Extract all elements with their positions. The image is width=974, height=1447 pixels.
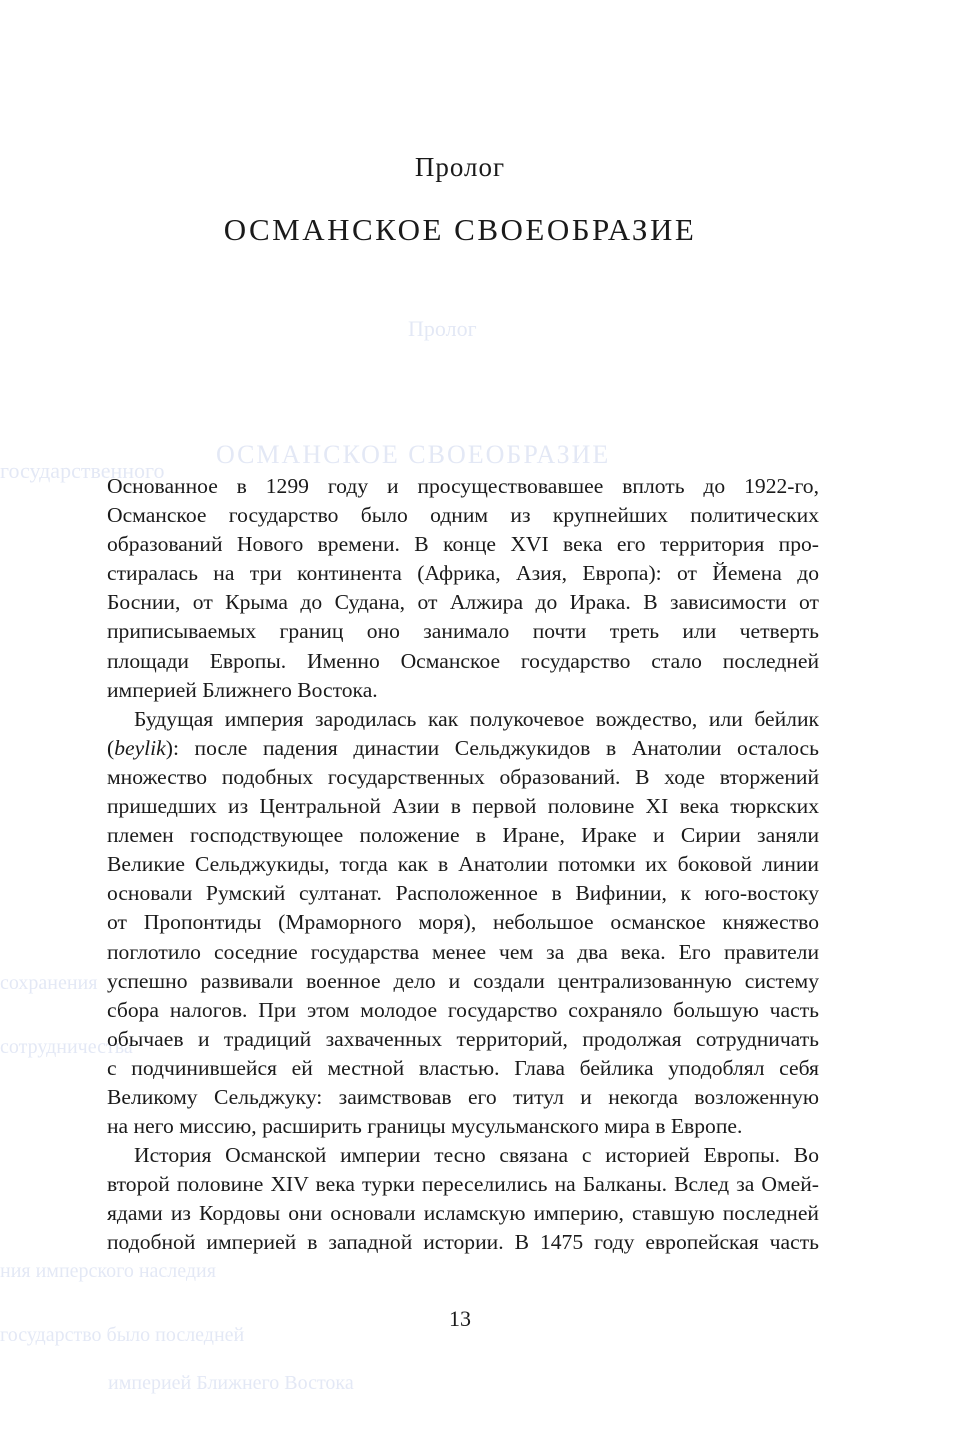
text-line: Боснии, от Крыма до Судана, от Алжира до Ирака. В зависимости от <box>107 590 819 615</box>
text-line: площади Европы. Именно Османское государство стало последней <box>107 648 819 673</box>
text-line: успешно развивали военное дело и создали централизованную систему <box>107 968 819 993</box>
text-line: племен господствующее положение в Иране, Ираке и Сирии заняли <box>107 823 819 848</box>
text-line: сбора налогов. При этом молодое государство сохраняло большую часть <box>107 997 819 1022</box>
text-line-with-italic: (beylik): после падения династии Сельджукидов в Анатолии осталось <box>107 735 819 760</box>
paragraph <box>107 472 819 705</box>
chapter-title: ОСМАНСКОЕ СВОЕОБРАЗИЕ <box>223 212 697 247</box>
text-line: Великому Сельджуку: заимствовав его титул и некогда возложенную <box>107 1084 819 1109</box>
text-line: основали Румский султанат. Расположенное в Вифинии, к юго-востоку <box>107 881 819 906</box>
prologue-heading: Пролог <box>414 152 506 182</box>
text-line: поглотило соседние государства менее чем за два века. Его правители <box>107 939 819 964</box>
show-through-text: государство было последней <box>0 1324 245 1346</box>
text-line: стиралась на три континента (Африка, Азия, Европа): от Йемена до <box>107 561 819 586</box>
show-through-text: империей Ближнего Востока <box>108 1372 354 1394</box>
text-line: от Пропонтиды (Мраморного моря), небольшое османское княжество <box>107 910 819 935</box>
text-line: Основанное в 1299 году и просуществовавшее вплоть до 1922-го, <box>107 474 819 498</box>
show-through-text: ния имперского наследия <box>0 1260 216 1282</box>
paragraph <box>107 1141 819 1257</box>
show-through-text: государственного <box>0 458 165 483</box>
text-line: подобной империей в западной истории. В 1475 году европейская часть <box>107 1230 819 1255</box>
text-line: империей Ближнего Востока. <box>107 677 378 702</box>
paragraph <box>107 705 819 1141</box>
text-line: Великие Сельджукиды, тогда как в Анатолии потомки их боковой линии <box>107 852 819 877</box>
text-line: приписываемых границ оно занимало почти треть или четверть <box>107 619 819 644</box>
show-through-text: сохранения <box>0 972 98 994</box>
body-text <box>107 472 819 1258</box>
show-through-text: ОСМАНСКОЕ СВОЕОБРАЗИЕ <box>216 440 611 469</box>
text-line: обычаев и традиций захваченных территорий, продолжая сотрудничать <box>107 1026 819 1051</box>
text-line: на него миссию, расширить границы мусульманского мира в Европе. <box>107 1114 743 1139</box>
text-line: История Османской империи тесно связана с историей Европы. Во <box>134 1143 819 1168</box>
show-through-text: Пролог <box>408 316 477 341</box>
text-line: второй половине XIV века турки переселились на Балканы. Вслед за Омей- <box>107 1172 819 1197</box>
text-line: множество подобных государственных образований. В ходе вторжений <box>107 764 819 789</box>
text-line: Будущая империя зародилась как полукочевое вождество, или бейлик <box>134 706 819 731</box>
text-line: Османское государство было одним из крупнейших политических <box>107 503 819 528</box>
text-line: пришедших из Центральной Азии в первой половине XI века тюркских <box>107 794 819 819</box>
text-line: ядами из Кордовы они основали исламскую империю, ставшую последней <box>107 1201 819 1226</box>
show-through-text: сотрудничества <box>0 1036 133 1058</box>
page-number: 13 <box>449 1306 471 1331</box>
text-line: образований Нового времени. В конце XVI века его территория про- <box>107 532 819 557</box>
italic-term: beylik <box>114 735 166 760</box>
text-line: с подчинившейся ей местной властью. Глава бейлика уподоблял себя <box>107 1055 819 1080</box>
